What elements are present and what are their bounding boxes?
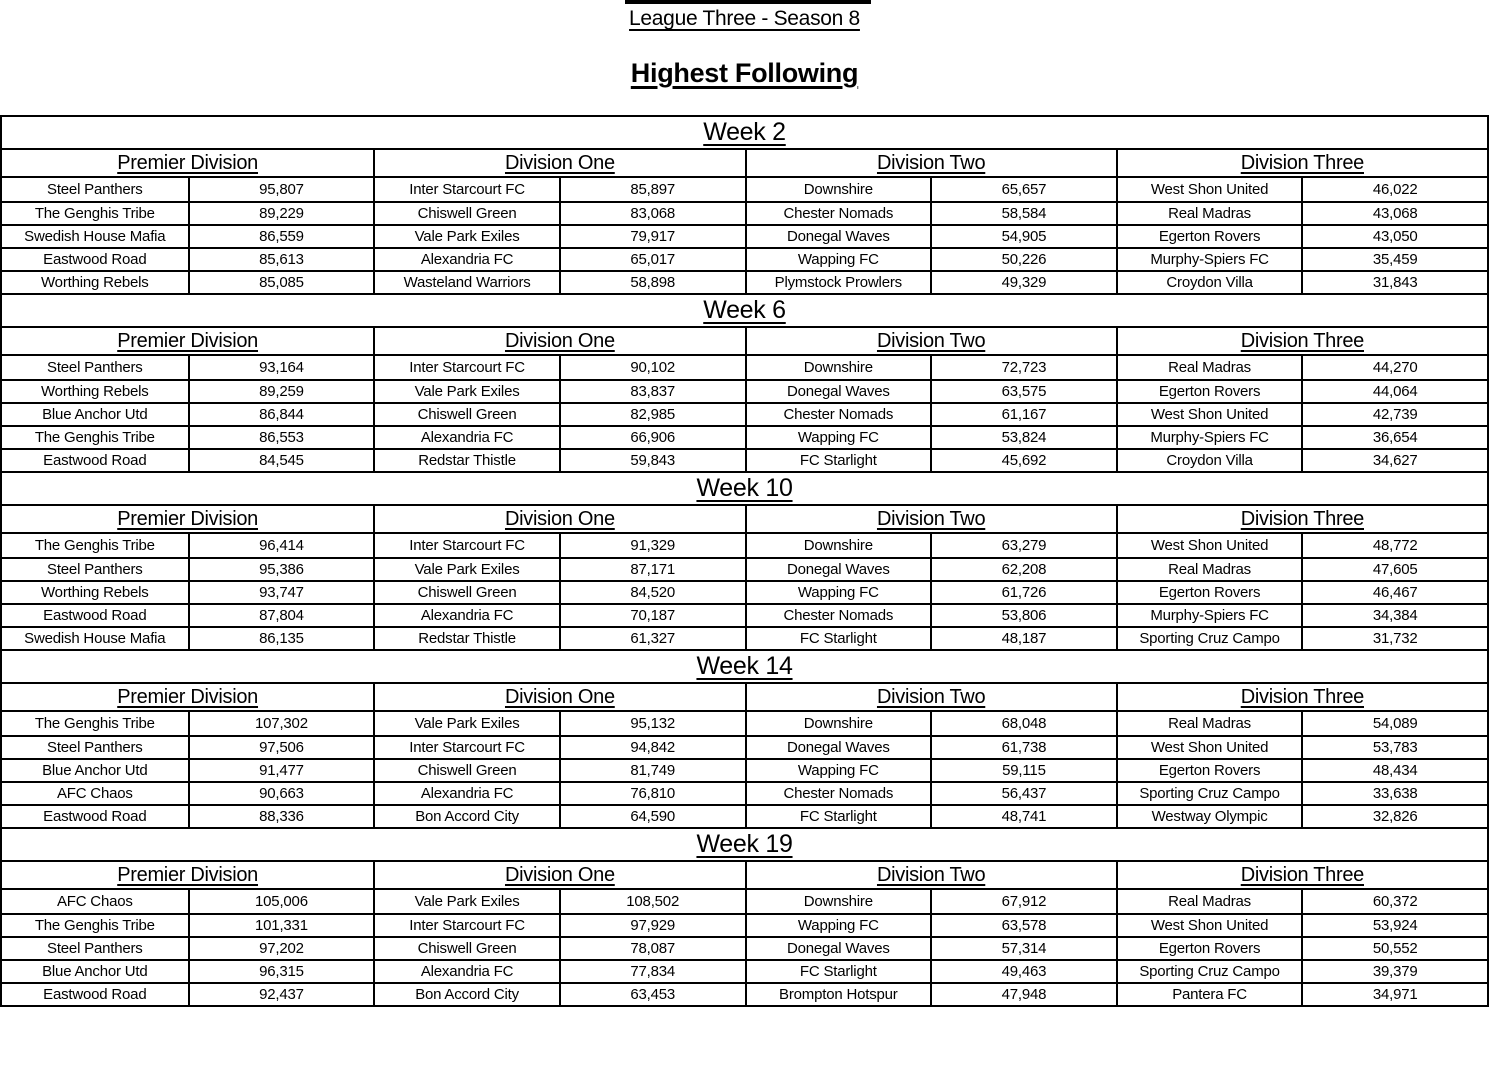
team-name-cell: The Genghis Tribe (34, 429, 155, 446)
standings-row (2, 270, 1487, 293)
follower-count-cell: 33,638 (1301, 783, 1487, 804)
follower-count-cell: 46,022 (1301, 178, 1487, 201)
follower-count-cell: 61,327 (559, 628, 745, 649)
follower-count-cell: 93,164 (188, 356, 374, 379)
standings-row (2, 247, 1487, 270)
team-name-cell: Eastwood Road (43, 986, 147, 1003)
follower-count-cell: 86,844 (188, 404, 374, 425)
team-name-cell: Egerton Rovers (1116, 582, 1302, 603)
team-name-cell: Egerton Rovers (1116, 938, 1302, 959)
week-rows (2, 356, 1487, 471)
follower-count-cell: 39,379 (1301, 961, 1487, 982)
division-header: Premier Division (117, 685, 259, 708)
team-name-cell: Alexandria FC (373, 961, 559, 982)
follower-count-cell: 47,948 (930, 984, 1116, 1005)
follower-count-cell: 78,087 (559, 938, 745, 959)
team-name-cell: Wapping FC (745, 427, 931, 448)
division-header-row (2, 506, 1487, 534)
division-header: Division Three (1116, 862, 1487, 888)
week-title: Week 10 (696, 474, 793, 502)
follower-count-cell: 48,434 (1301, 760, 1487, 781)
week-title: Week 6 (703, 296, 786, 324)
follower-count-cell: 44,064 (1301, 381, 1487, 402)
team-name-cell: Alexandria FC (373, 249, 559, 270)
follower-count-cell: 90,102 (559, 356, 745, 379)
team-name-cell: Donegal Waves (745, 381, 931, 402)
team-name-cell: Inter Starcourt FC (373, 737, 559, 758)
follower-count-cell: 59,843 (559, 450, 745, 471)
team-name-cell: Westway Olympic (1116, 806, 1302, 827)
standings-row (2, 448, 1487, 471)
team-name-cell: Real Madras (1116, 203, 1302, 224)
week-section (2, 471, 1487, 649)
week-title-row (2, 651, 1487, 684)
team-name-cell: Chiswell Green (373, 582, 559, 603)
follower-count-cell: 70,187 (559, 605, 745, 626)
follower-count-cell: 92,437 (188, 984, 374, 1005)
follower-count-cell: 68,048 (930, 712, 1116, 735)
team-name-cell: Redstar Thistle (373, 450, 559, 471)
team-name-cell: Croydon Villa (1116, 272, 1302, 293)
follower-count-cell: 89,259 (188, 381, 374, 402)
follower-count-cell: 54,089 (1301, 712, 1487, 735)
follower-count-cell: 34,384 (1301, 605, 1487, 626)
standings-row (2, 982, 1487, 1005)
team-name-cell: Downshire (745, 712, 931, 735)
follower-count-cell: 108,502 (559, 890, 745, 913)
division-header: Division Two (745, 150, 1116, 176)
follower-count-cell: 53,806 (930, 605, 1116, 626)
division-header: Premier Division (117, 863, 259, 886)
division-header: Division Two (745, 328, 1116, 354)
follower-count-cell: 94,842 (559, 737, 745, 758)
follower-count-cell: 48,772 (1301, 534, 1487, 557)
team-name-cell: Redstar Thistle (373, 628, 559, 649)
team-name-cell: Egerton Rovers (1116, 381, 1302, 402)
team-name-cell: Vale Park Exiles (373, 890, 559, 913)
team-name-cell: Wapping FC (745, 582, 931, 603)
team-name-cell: Vale Park Exiles (373, 559, 559, 580)
team-name-cell: Steel Panthers (47, 940, 143, 957)
team-name-cell: Worthing Rebels (41, 383, 149, 400)
division-header: Division Three (1116, 684, 1487, 710)
team-name-cell: Egerton Rovers (1116, 760, 1302, 781)
division-header: Division Three (1116, 506, 1487, 532)
follower-count-cell: 32,826 (1301, 806, 1487, 827)
standings-row (2, 603, 1487, 626)
team-name-cell: Chiswell Green (373, 404, 559, 425)
week-section (2, 827, 1487, 1005)
team-name-cell: Chester Nomads (745, 404, 931, 425)
follower-count-cell: 82,985 (559, 404, 745, 425)
weeks-container (0, 115, 1489, 1007)
follower-count-cell: 96,315 (188, 961, 374, 982)
team-name-cell: Eastwood Road (43, 607, 147, 624)
week-section (2, 293, 1487, 471)
follower-count-cell: 86,135 (188, 628, 374, 649)
follower-count-cell: 66,906 (559, 427, 745, 448)
follower-count-cell: 63,453 (559, 984, 745, 1005)
team-name-cell: Downshire (745, 534, 931, 557)
follower-count-cell: 65,657 (930, 178, 1116, 201)
division-header: Premier Division (117, 507, 259, 530)
document-header (0, 0, 1489, 115)
follower-count-cell: 107,302 (188, 712, 374, 735)
team-name-cell: Murphy-Spiers FC (1116, 605, 1302, 626)
standings-row (2, 913, 1487, 936)
follower-count-cell: 56,437 (930, 783, 1116, 804)
team-name-cell: Chiswell Green (373, 760, 559, 781)
team-name-cell: Steel Panthers (47, 181, 143, 198)
follower-count-cell: 53,924 (1301, 915, 1487, 936)
team-name-cell: West Shon United (1116, 178, 1302, 201)
follower-count-cell: 43,050 (1301, 226, 1487, 247)
follower-count-cell: 60,372 (1301, 890, 1487, 913)
team-name-cell: Steel Panthers (47, 359, 143, 376)
division-header-row (2, 328, 1487, 356)
follower-count-cell: 35,459 (1301, 249, 1487, 270)
division-header: Division One (373, 684, 744, 710)
division-header: Premier Division (117, 151, 259, 174)
team-name-cell: Bon Accord City (373, 984, 559, 1005)
standings-row (2, 758, 1487, 781)
follower-count-cell: 86,559 (188, 226, 374, 247)
team-name-cell: Inter Starcourt FC (373, 915, 559, 936)
team-name-cell: FC Starlight (745, 628, 931, 649)
team-name-cell: Steel Panthers (47, 739, 143, 756)
league-title: League Three - Season 8 (629, 7, 860, 30)
division-header: Division Three (1116, 150, 1487, 176)
team-name-cell: Vale Park Exiles (373, 381, 559, 402)
division-header: Division One (373, 150, 744, 176)
team-name-cell: Chester Nomads (745, 605, 931, 626)
follower-count-cell: 96,414 (188, 534, 374, 557)
week-section (2, 115, 1487, 293)
team-name-cell: Murphy-Spiers FC (1116, 249, 1302, 270)
week-title-row (2, 117, 1487, 150)
team-name-cell: FC Starlight (745, 961, 931, 982)
team-name-cell: Donegal Waves (745, 559, 931, 580)
follower-count-cell: 53,824 (930, 427, 1116, 448)
team-name-cell: Real Madras (1116, 712, 1302, 735)
follower-count-cell: 84,520 (559, 582, 745, 603)
follower-count-cell: 87,804 (188, 605, 374, 626)
standings-row (2, 425, 1487, 448)
standings-row (2, 936, 1487, 959)
standings-row (2, 804, 1487, 827)
standings-row (2, 580, 1487, 603)
follower-count-cell: 95,807 (188, 178, 374, 201)
follower-count-cell: 34,971 (1301, 984, 1487, 1005)
week-title: Week 2 (703, 118, 786, 146)
team-name-cell: West Shon United (1116, 404, 1302, 425)
team-name-cell: Blue Anchor Utd (42, 963, 148, 980)
team-name-cell: Chiswell Green (373, 203, 559, 224)
follower-count-cell: 59,115 (930, 760, 1116, 781)
follower-count-cell: 42,739 (1301, 404, 1487, 425)
team-name-cell: West Shon United (1116, 534, 1302, 557)
team-name-cell: FC Starlight (745, 806, 931, 827)
standings-row (2, 626, 1487, 649)
team-name-cell: Donegal Waves (745, 737, 931, 758)
team-name-cell: Eastwood Road (43, 251, 147, 268)
follower-count-cell: 83,068 (559, 203, 745, 224)
follower-count-cell: 97,506 (188, 737, 374, 758)
division-header-row (2, 684, 1487, 712)
follower-count-cell: 83,837 (559, 381, 745, 402)
team-name-cell: West Shon United (1116, 737, 1302, 758)
standings-row (2, 201, 1487, 224)
standings-row (2, 557, 1487, 580)
follower-count-cell: 65,017 (559, 249, 745, 270)
week-rows (2, 178, 1487, 293)
follower-count-cell: 61,738 (930, 737, 1116, 758)
division-header-row (2, 150, 1487, 178)
follower-count-cell: 43,068 (1301, 203, 1487, 224)
team-name-cell: Swedish House Mafia (24, 630, 166, 647)
follower-count-cell: 57,314 (930, 938, 1116, 959)
team-name-cell: AFC Chaos (56, 785, 133, 802)
follower-count-cell: 72,723 (930, 356, 1116, 379)
team-name-cell: Real Madras (1116, 356, 1302, 379)
follower-count-cell: 36,654 (1301, 427, 1487, 448)
division-header: Division Two (745, 862, 1116, 888)
follower-count-cell: 76,810 (559, 783, 745, 804)
follower-count-cell: 61,726 (930, 582, 1116, 603)
follower-count-cell: 53,783 (1301, 737, 1487, 758)
standings-row (2, 379, 1487, 402)
follower-count-cell: 85,897 (559, 178, 745, 201)
follower-count-cell: 87,171 (559, 559, 745, 580)
team-name-cell: Inter Starcourt FC (373, 178, 559, 201)
follower-count-cell: 46,467 (1301, 582, 1487, 603)
team-name-cell: Donegal Waves (745, 226, 931, 247)
team-name-cell: Inter Starcourt FC (373, 356, 559, 379)
week-rows (2, 712, 1487, 827)
team-name-cell: Eastwood Road (43, 808, 147, 825)
follower-count-cell: 34,627 (1301, 450, 1487, 471)
team-name-cell: Egerton Rovers (1116, 226, 1302, 247)
follower-count-cell: 64,590 (559, 806, 745, 827)
division-header: Division Two (745, 684, 1116, 710)
team-name-cell: The Genghis Tribe (34, 205, 155, 222)
week-section (2, 649, 1487, 827)
division-header: Division Three (1116, 328, 1487, 354)
follower-count-cell: 86,553 (188, 427, 374, 448)
follower-count-cell: 93,747 (188, 582, 374, 603)
division-header: Premier Division (117, 329, 259, 352)
follower-count-cell: 101,331 (188, 915, 374, 936)
follower-count-cell: 45,692 (930, 450, 1116, 471)
follower-count-cell: 95,386 (188, 559, 374, 580)
team-name-cell: The Genghis Tribe (34, 917, 155, 934)
report-title: Highest Following (630, 58, 859, 88)
week-title: Week 14 (696, 652, 793, 680)
team-name-cell: Chester Nomads (745, 783, 931, 804)
follower-count-cell: 44,270 (1301, 356, 1487, 379)
week-rows (2, 534, 1487, 649)
standings-row (2, 224, 1487, 247)
team-name-cell: Sporting Cruz Campo (1116, 783, 1302, 804)
week-title-row (2, 295, 1487, 328)
follower-count-cell: 49,329 (930, 272, 1116, 293)
follower-count-cell: 31,732 (1301, 628, 1487, 649)
follower-count-cell: 84,545 (188, 450, 374, 471)
follower-count-cell: 97,929 (559, 915, 745, 936)
cropped-underline-artifact (625, 0, 871, 4)
follower-count-cell: 62,208 (930, 559, 1116, 580)
team-name-cell: Wapping FC (745, 760, 931, 781)
team-name-cell: The Genghis Tribe (34, 715, 155, 732)
week-title-row (2, 473, 1487, 506)
follower-count-cell: 91,477 (188, 760, 374, 781)
team-name-cell: Chiswell Green (373, 938, 559, 959)
follower-count-cell: 47,605 (1301, 559, 1487, 580)
division-header: Division Two (745, 506, 1116, 532)
follower-count-cell: 31,843 (1301, 272, 1487, 293)
team-name-cell: Eastwood Road (43, 452, 147, 469)
standings-row (2, 178, 1487, 201)
follower-count-cell: 79,917 (559, 226, 745, 247)
follower-count-cell: 48,741 (930, 806, 1116, 827)
division-header: Division One (373, 506, 744, 532)
follower-count-cell: 67,912 (930, 890, 1116, 913)
team-name-cell: Worthing Rebels (41, 584, 149, 601)
team-name-cell: Croydon Villa (1116, 450, 1302, 471)
team-name-cell: Vale Park Exiles (373, 712, 559, 735)
team-name-cell: Pantera FC (1116, 984, 1302, 1005)
team-name-cell: Wapping FC (745, 915, 931, 936)
team-name-cell: Wapping FC (745, 249, 931, 270)
follower-count-cell: 95,132 (559, 712, 745, 735)
team-name-cell: Vale Park Exiles (373, 226, 559, 247)
team-name-cell: Downshire (745, 890, 931, 913)
follower-count-cell: 63,578 (930, 915, 1116, 936)
team-name-cell: Steel Panthers (47, 561, 143, 578)
team-name-cell: Alexandria FC (373, 427, 559, 448)
follower-count-cell: 58,584 (930, 203, 1116, 224)
team-name-cell: Worthing Rebels (41, 274, 149, 291)
standings-row (2, 712, 1487, 735)
team-name-cell: Swedish House Mafia (24, 228, 166, 245)
standings-row (2, 356, 1487, 379)
week-rows (2, 890, 1487, 1005)
week-title-row (2, 829, 1487, 862)
team-name-cell: Downshire (745, 178, 931, 201)
team-name-cell: West Shon United (1116, 915, 1302, 936)
follower-count-cell: 63,279 (930, 534, 1116, 557)
standings-row (2, 534, 1487, 557)
team-name-cell: Downshire (745, 356, 931, 379)
follower-count-cell: 48,187 (930, 628, 1116, 649)
follower-count-cell: 49,463 (930, 961, 1116, 982)
follower-count-cell: 77,834 (559, 961, 745, 982)
team-name-cell: Sporting Cruz Campo (1116, 961, 1302, 982)
division-header: Division One (373, 328, 744, 354)
follower-count-cell: 63,575 (930, 381, 1116, 402)
team-name-cell: Blue Anchor Utd (42, 406, 148, 423)
week-title: Week 19 (696, 830, 793, 858)
team-name-cell: The Genghis Tribe (34, 537, 155, 554)
follower-count-cell: 90,663 (188, 783, 374, 804)
standings-row (2, 402, 1487, 425)
standings-row (2, 735, 1487, 758)
division-header-row (2, 862, 1487, 890)
team-name-cell: Bon Accord City (373, 806, 559, 827)
follower-count-cell: 97,202 (188, 938, 374, 959)
team-name-cell: Blue Anchor Utd (42, 762, 148, 779)
team-name-cell: Donegal Waves (745, 938, 931, 959)
follower-count-cell: 50,226 (930, 249, 1116, 270)
follower-count-cell: 50,552 (1301, 938, 1487, 959)
team-name-cell: Brompton Hotspur (745, 984, 931, 1005)
follower-count-cell: 81,749 (559, 760, 745, 781)
team-name-cell: Wasteland Warriors (373, 272, 559, 293)
team-name-cell: Plymstock Prowlers (745, 272, 931, 293)
follower-count-cell: 85,613 (188, 249, 374, 270)
team-name-cell: Real Madras (1116, 559, 1302, 580)
team-name-cell: FC Starlight (745, 450, 931, 471)
follower-count-cell: 91,329 (559, 534, 745, 557)
team-name-cell: Alexandria FC (373, 605, 559, 626)
follower-count-cell: 105,006 (188, 890, 374, 913)
follower-count-cell: 85,085 (188, 272, 374, 293)
division-header: Division One (373, 862, 744, 888)
team-name-cell: Murphy-Spiers FC (1116, 427, 1302, 448)
follower-count-cell: 58,898 (559, 272, 745, 293)
follower-count-cell: 89,229 (188, 203, 374, 224)
team-name-cell: AFC Chaos (56, 893, 133, 910)
team-name-cell: Chester Nomads (745, 203, 931, 224)
team-name-cell: Inter Starcourt FC (373, 534, 559, 557)
standings-row (2, 959, 1487, 982)
team-name-cell: Sporting Cruz Campo (1116, 628, 1302, 649)
follower-count-cell: 61,167 (930, 404, 1116, 425)
team-name-cell: Real Madras (1116, 890, 1302, 913)
follower-count-cell: 54,905 (930, 226, 1116, 247)
follower-count-cell: 88,336 (188, 806, 374, 827)
standings-row (2, 781, 1487, 804)
team-name-cell: Alexandria FC (373, 783, 559, 804)
standings-row (2, 890, 1487, 913)
